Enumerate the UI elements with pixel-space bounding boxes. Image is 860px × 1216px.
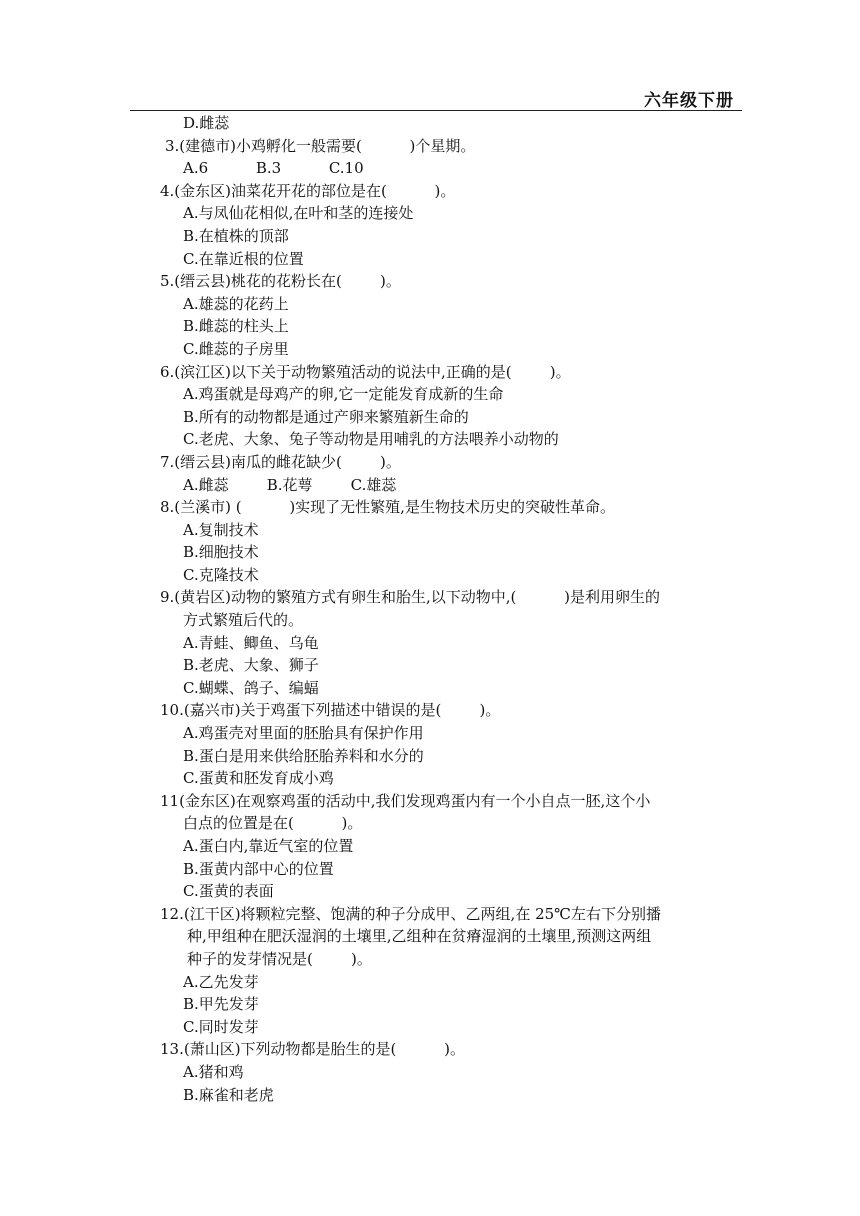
question-line: 4.(金东区)油菜花开花的部位是在( )。: [160, 181, 456, 200]
option-line: B.在植株的顶部: [183, 226, 289, 245]
option-line: C.老虎、大象、兔子等动物是用哺乳的方法喂养小动物的: [183, 430, 559, 449]
option-line: C.蛋黄的表面: [183, 882, 274, 901]
option-line: B.所有的动物都是通过产卵来繁殖新生命的: [183, 407, 469, 426]
question-line: 9.(黄岩区)动物的繁殖方式有卵生和胎生,以下动物中,( )是利用卵生的: [160, 588, 660, 607]
question-line: 11(金东区)在观察鸡蛋的活动中,我们发现鸡蛋内有一个小自点一胚,这个小: [160, 791, 651, 810]
option-line: A.蛋白内,靠近气室的位置: [183, 837, 354, 855]
question-line: 10.(嘉兴市)关于鸡蛋下列描述中错误的是( )。: [160, 701, 501, 720]
option-line: C.雌蕊的子房里: [183, 339, 289, 358]
option-line: C.克隆技术: [183, 565, 259, 584]
grade-label: 六年级下册: [644, 91, 734, 111]
question-continuation: 白点的位置是在( )。: [183, 814, 363, 833]
option-line: C.同时发芽: [183, 1017, 259, 1036]
question-list: [160, 112, 740, 1106]
option-line: B.甲先发芽: [183, 995, 259, 1014]
option-line: B.麻雀和老虎: [183, 1085, 274, 1104]
option-line: B.老虎、大象、狮子: [183, 656, 319, 675]
option-line: A.与凤仙花相似,在叶和茎的连接处: [183, 204, 414, 223]
option-line: C.蝴蝶、鸽子、编蝠: [183, 678, 319, 697]
question-line: 5.(缙云县)桃花的花粉长在( )。: [160, 272, 401, 291]
question-line: 8.(兰溪市) ( )实现了无性繁殖,是生物技术历史的突破性革命。: [160, 498, 615, 517]
question-line: 7.(缙云县)南瓜的雌花缺少( )。: [160, 452, 401, 471]
option-line: C.在靠近根的位置: [183, 249, 304, 268]
question-continuation: 方式繁殖后代的。: [183, 611, 304, 630]
question-continuation: 种,甲组种在肥沃湿润的土壤里,乙组种在贫瘠湿润的土壤里,预测这两组: [187, 927, 652, 946]
option-line: B.蛋白是用来供给胚胎养料和水分的: [183, 746, 424, 765]
option-line: B.雌蕊的柱头上: [183, 317, 289, 336]
option-line: A.6 B.3 C.10: [183, 159, 364, 178]
question-line: 13.(萧山区)下列动物都是胎生的是( )。: [160, 1040, 465, 1059]
header-divider: [130, 110, 742, 111]
option-line: A.鸡蛋壳对里面的胚胎具有保护作用: [183, 724, 424, 743]
option-line: A.乙先发芽: [183, 972, 259, 991]
question-continuation: 种子的发芽情况是( )。: [187, 949, 372, 968]
option-line: A.鸡蛋就是母鸡产的卵,它一定能发育成新的生命: [183, 385, 504, 404]
option-line: A.青蛙、鲫鱼、乌龟: [183, 633, 319, 652]
option-line: A.雄蕊的花药上: [183, 294, 289, 313]
question-line: 6.(滨江区)以下关于动物繁殖活动的说法中,正确的是( )。: [160, 362, 571, 381]
option-line: B.细胞技术: [183, 543, 259, 562]
question-line: 3.(建德市)小鸡孵化一般需要( )个星期。: [165, 136, 476, 155]
option-line: A.雌蕊 B.花萼 C.雄蕊: [183, 475, 397, 494]
option-line: A.复制技术: [183, 520, 259, 539]
question-line: 12.(江干区)将颗粒完整、饱满的种子分成甲、乙两组,在 25℃左右下分别播: [160, 904, 661, 923]
option-line: B.蛋黄内部中心的位置: [183, 859, 334, 878]
option-line: C.蛋黄和胚发育成小鸡: [183, 769, 334, 788]
option-line: D.雌蕊: [183, 114, 230, 132]
option-line: A.猪和鸡: [183, 1062, 244, 1081]
